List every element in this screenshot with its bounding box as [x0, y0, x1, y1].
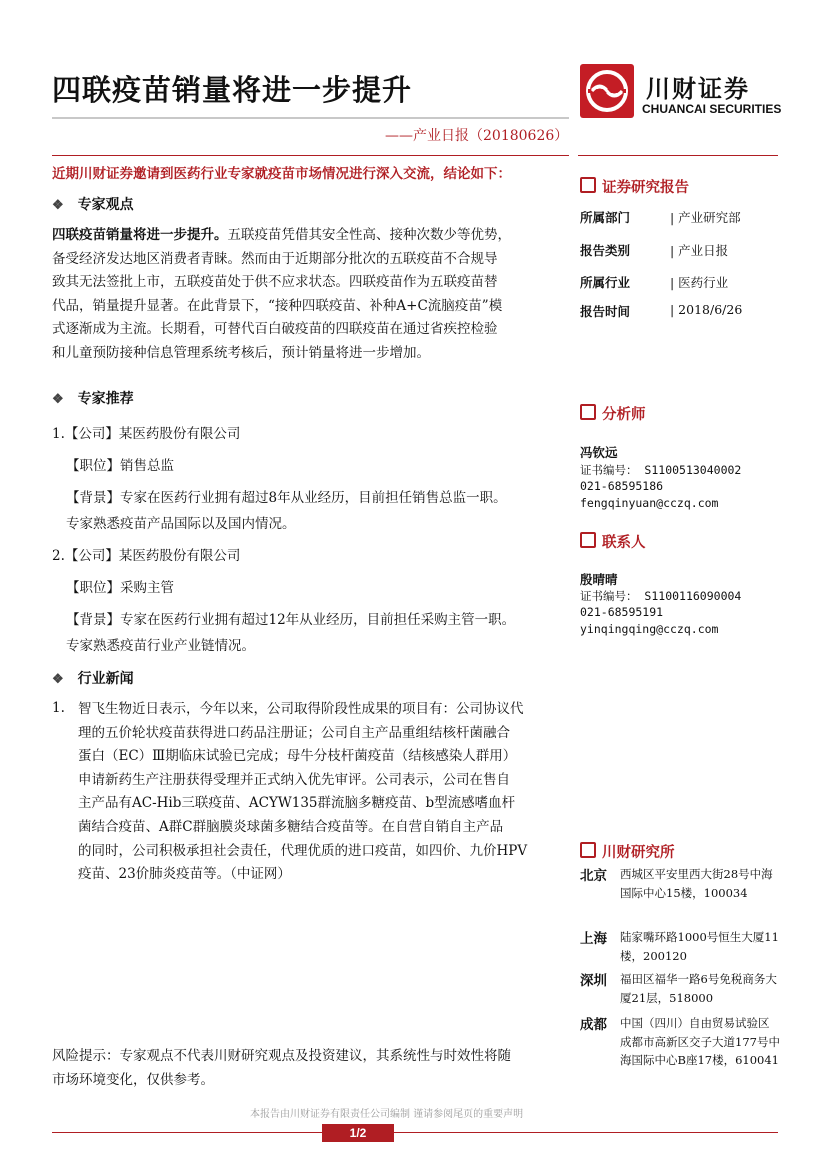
report-icon	[580, 177, 596, 193]
views-line: 五联疫苗凭借其安全性高、接种次数少等优势，	[227, 227, 511, 243]
intro-text: 近期川财证券邀请到医药行业专家就疫苗市场情况进行深入交流，结论如下：	[52, 166, 511, 182]
views-line: 代品，销量提升显著。在此背景下，“接种四联疫苗、补种A+C流脑疫苗”模	[52, 297, 503, 314]
news-line: 的同时，公司积极承担社会责任，代理优质的进口疫苗，如四价、九价HPV	[78, 842, 528, 859]
logo-text-cn: 川财证券	[646, 75, 750, 103]
views-line: 式逐渐成为主流。长期看，可替代百白破疫苗的四联疫苗在通过省疾控检验	[52, 321, 498, 338]
risk-line: 风险提示：专家观点不代表川财研究观点及投资建议，其系统性与时效性将随	[52, 1048, 511, 1064]
sidebar-heading-institute	[580, 841, 675, 862]
contact-phone: 021-68595191	[580, 605, 664, 619]
institute-icon	[580, 842, 596, 858]
risk-notice	[52, 1044, 570, 1092]
contact-email[interactable]: yinqingqing@cczq.com	[580, 622, 719, 636]
sidebar-heading-text: 证券研究报告	[602, 180, 689, 196]
expert-company: 1.【公司】某医药股份有限公司	[52, 426, 241, 442]
sidebar-heading-analyst	[580, 403, 646, 424]
analyst-name: 冯钦远	[580, 445, 618, 460]
meta-value: | 2018/6/26	[670, 302, 743, 317]
company-logo	[580, 64, 780, 124]
office-city: 深圳	[580, 973, 607, 989]
footer-disclaimer: 本报告由川财证券有限责任公司编制 谨请参阅尾页的重要声明	[250, 1109, 524, 1120]
news-line: 主产品有AC-Hib三联疫苗、ACYW135群流脑多糖疫苗、b型流感嗜血杆	[78, 795, 516, 812]
analyst-cert: 证书编号： S1100513040002	[580, 463, 742, 477]
office-city: 成都	[580, 1017, 607, 1033]
news-line: 理的五价轮状疫苗获得进口药品注册证；公司自主产品重组结核杆菌融合	[78, 724, 510, 741]
contact-name: 殷晴晴	[580, 572, 618, 587]
analyst-phone: 021-68595186	[580, 479, 664, 493]
report-subtitle: ——产业日报（20180626）	[385, 128, 569, 144]
news-line: 蛋白（EC）Ⅲ期临床试验已完成；母牛分枝杆菌疫苗（结核感染人群用）	[78, 748, 517, 765]
expert-company: 2.【公司】某医药股份有限公司	[52, 548, 241, 564]
news-line: 菌结合疫苗、A群C群脑膜炎球菌多糖结合疫苗等。在自营自销自主产品	[78, 818, 504, 835]
footer-divider	[52, 1132, 778, 1133]
title-divider	[52, 117, 569, 119]
office-address: 陆家嘴环路1000号恒生大厦11楼，200120	[620, 930, 779, 963]
logo-text-en: CHUANCAI SECURITIES	[642, 102, 782, 116]
analyst-email[interactable]: fengqinyuan@cczq.com	[580, 496, 719, 510]
news-number: 1.	[52, 700, 65, 716]
office-address: 西城区平安里西大街28号中海国际中心15楼，100034	[620, 867, 773, 900]
logo-mark-icon	[580, 64, 634, 118]
office-address: 福田区福华一路6号免税商务大厦21层，518000	[620, 972, 777, 1005]
diamond-bullet-icon: ❖	[52, 392, 64, 407]
expert-background: 【背景】专家在医药行业拥有超过8年从业经历，目前担任销售总监一职。	[66, 490, 507, 506]
expert-background: 【背景】专家在医药行业拥有超过12年从业经历，目前担任采购主管一职。	[66, 612, 516, 628]
analyst-icon	[580, 404, 596, 420]
section-heading-recommend	[52, 388, 134, 408]
news-line: 疫苗、23价肺炎疫苗等。（中证网）	[78, 866, 291, 883]
contact-icon	[580, 532, 596, 548]
sidebar-heading-contact	[580, 531, 646, 552]
expert-position: 【职位】采购主管	[66, 580, 174, 596]
sidebar-heading-text: 联系人	[602, 535, 646, 551]
meta-value: | 医药行业	[670, 275, 729, 290]
sidebar-heading-text: 分析师	[602, 407, 646, 423]
content-divider	[52, 155, 569, 156]
views-line: 致其无法签批上市，五联疫苗处于供不应求状态。四联疫苗作为五联疫苗替	[52, 274, 498, 291]
views-paragraph	[52, 224, 574, 366]
sidebar-heading-report	[580, 176, 689, 197]
office-address: 中国（四川）自由贸易试验区成都市高新区交子大道177号中海国际中心B座17楼，610041	[620, 1016, 780, 1067]
page-number: 1/2	[322, 1124, 394, 1142]
risk-line: 市场环境变化，仅供参考。	[52, 1072, 214, 1088]
section-title: 行业新闻	[77, 671, 134, 687]
expert-background: 专家熟悉疫苗产品国际以及国内情况。	[66, 516, 296, 532]
page-title: 四联疫苗销量将进一步提升	[52, 73, 413, 107]
meta-value: | 产业研究部	[670, 210, 741, 225]
meta-key: 报告类别	[580, 243, 631, 258]
section-title: 专家观点	[77, 197, 134, 213]
office-city: 北京	[580, 868, 607, 884]
news-line: 智飞生物近日表示，今年以来，公司取得阶段性成果的项目有：公司协议代	[78, 701, 524, 717]
meta-key: 报告时间	[580, 304, 631, 319]
diamond-bullet-icon: ❖	[52, 198, 64, 213]
meta-value: | 产业日报	[670, 243, 729, 258]
views-line: 和儿童预防接种信息管理系统考核后，预计销量将进一步增加。	[52, 344, 430, 361]
contact-cert: 证书编号： S1100116090004	[580, 589, 742, 603]
news-paragraph	[78, 698, 572, 887]
news-line: 申请新药生产注册获得受理并正式纳入优先审评。公司表示，公司在售自	[78, 771, 510, 788]
meta-key: 所属部门	[580, 210, 631, 225]
section-heading-views	[52, 194, 134, 214]
views-line: 备受经济发达地区消费者青睐。然而由于近期部分批次的五联疫苗不合规导	[52, 250, 498, 267]
expert-position: 【职位】销售总监	[66, 458, 174, 474]
sidebar-divider	[578, 155, 778, 156]
office-city: 上海	[580, 931, 607, 947]
views-lead: 四联疫苗销量将进一步提升。	[52, 227, 228, 243]
section-title: 专家推荐	[77, 391, 134, 407]
sidebar-heading-text: 川财研究所	[602, 845, 675, 861]
meta-key: 所属行业	[580, 275, 631, 290]
section-heading-news	[52, 668, 134, 688]
diamond-bullet-icon: ❖	[52, 672, 64, 687]
expert-background: 专家熟悉疫苗行业产业链情况。	[66, 638, 255, 654]
